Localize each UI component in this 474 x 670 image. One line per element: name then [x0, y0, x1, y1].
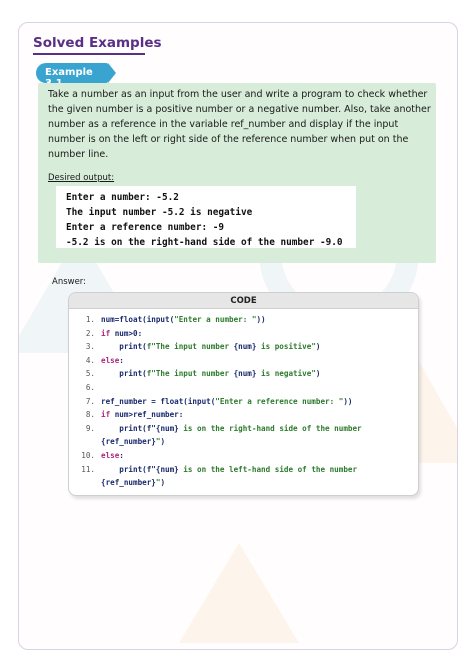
code-token: is on the right-hand side of the number — [178, 423, 362, 433]
code-line — [69, 354, 418, 368]
code-token — [101, 383, 106, 392]
line-number: 3. — [85, 342, 95, 352]
code-token: num>ref_number: — [110, 410, 184, 420]
code-text — [95, 422, 362, 436]
code-line — [69, 395, 418, 409]
line-number — [69, 435, 95, 449]
code-token: "Enter a number: " — [174, 315, 257, 324]
line-number: 4. — [85, 355, 95, 365]
code-token: if — [101, 410, 111, 420]
code-token: if — [101, 328, 111, 338]
code-token: "Enter a reference number: " — [215, 396, 344, 406]
section-title: Solved Examples — [33, 35, 162, 51]
code-token: f"The input number — [146, 369, 234, 379]
code-token: )) — [343, 396, 353, 406]
line-number: 10. — [81, 450, 95, 460]
code-line — [69, 367, 418, 381]
line-number: 2. — [85, 328, 95, 338]
code-text — [95, 435, 165, 449]
code-text — [95, 313, 266, 327]
problem-statement: Take a number as an input from the user and write a program to check whether the given number is a positive number or a negative number. Also, take another number as a reference in the variable ref_number and display if the input number is on the left or right side of the reference number when put on the number line. — [48, 89, 431, 160]
code-card — [68, 292, 419, 496]
line-number: 1. — [85, 315, 95, 324]
code-token: {ref_number} — [101, 437, 156, 447]
code-token: print(f" — [101, 423, 156, 433]
code-line — [69, 476, 418, 490]
code-token: {ref_number} — [101, 478, 156, 488]
code-token: else — [101, 450, 120, 460]
code-text — [95, 463, 357, 477]
code-token: ) — [315, 369, 321, 379]
code-token: f"The input number — [146, 342, 234, 352]
line-number: 9. — [85, 423, 95, 433]
line-number: 11. — [81, 464, 95, 474]
code-token: {num} — [155, 464, 179, 474]
code-token: ) — [315, 342, 321, 352]
code-token: " — [155, 478, 161, 488]
example-tag: Example — [36, 63, 108, 83]
code-line — [69, 327, 418, 341]
code-token: print( — [101, 342, 147, 352]
code-token: ref_number = float(input( — [101, 396, 216, 406]
code-header: CODE — [69, 293, 418, 309]
code-token: print( — [101, 369, 147, 379]
code-text — [95, 354, 124, 368]
code-token: )) — [256, 315, 266, 324]
background-triangle-shape — [179, 543, 299, 643]
problem-box — [38, 83, 436, 263]
code-text — [95, 367, 320, 381]
code-line — [69, 422, 418, 436]
code-text — [95, 449, 124, 463]
code-line — [69, 449, 418, 463]
code-token: num>0: — [110, 328, 143, 338]
code-token: is negative" — [256, 369, 316, 379]
code-token: print(f" — [101, 464, 156, 474]
code-text — [95, 340, 320, 354]
line-number: 7. — [85, 396, 95, 406]
code-token: ) — [160, 437, 166, 447]
code-text — [95, 381, 106, 395]
code-line — [69, 408, 418, 422]
code-text — [95, 408, 183, 422]
code-token: {num} — [233, 369, 257, 379]
code-text — [95, 395, 352, 409]
code-line — [69, 313, 418, 327]
code-token: : — [119, 450, 124, 460]
line-number: 5. — [85, 369, 95, 379]
code-text — [95, 327, 142, 341]
code-line — [69, 463, 418, 477]
code-line — [69, 381, 418, 395]
output-line: Enter a reference number: -9 — [66, 222, 225, 233]
code-token: is on the left-hand side of the number — [178, 464, 358, 474]
answer-label: Answer: — [52, 277, 87, 287]
desired-output-box — [56, 186, 356, 248]
code-token: is positive" — [256, 342, 316, 352]
desired-output-label: Desired output: — [48, 173, 115, 183]
line-number — [69, 476, 95, 490]
code-line — [69, 340, 418, 354]
output-line: Enter a number: -5.2 — [66, 192, 179, 203]
code-token: {num} — [155, 423, 179, 433]
code-token: else — [101, 355, 120, 365]
section-title-underline — [33, 53, 145, 55]
output-line: The input number -5.2 is negative — [66, 207, 253, 218]
line-number: 6. — [85, 382, 95, 392]
code-token: " — [155, 437, 161, 447]
code-token: ) — [160, 478, 166, 488]
code-lines — [69, 309, 418, 490]
code-token: num=float(input( — [101, 315, 175, 324]
code-token: {num} — [233, 342, 257, 352]
code-token: : — [119, 355, 124, 365]
code-text — [95, 476, 165, 490]
code-line — [69, 435, 418, 449]
line-number: 8. — [85, 410, 95, 420]
output-line: -5.2 is on the right-hand side of the number -9.0 — [66, 237, 343, 248]
